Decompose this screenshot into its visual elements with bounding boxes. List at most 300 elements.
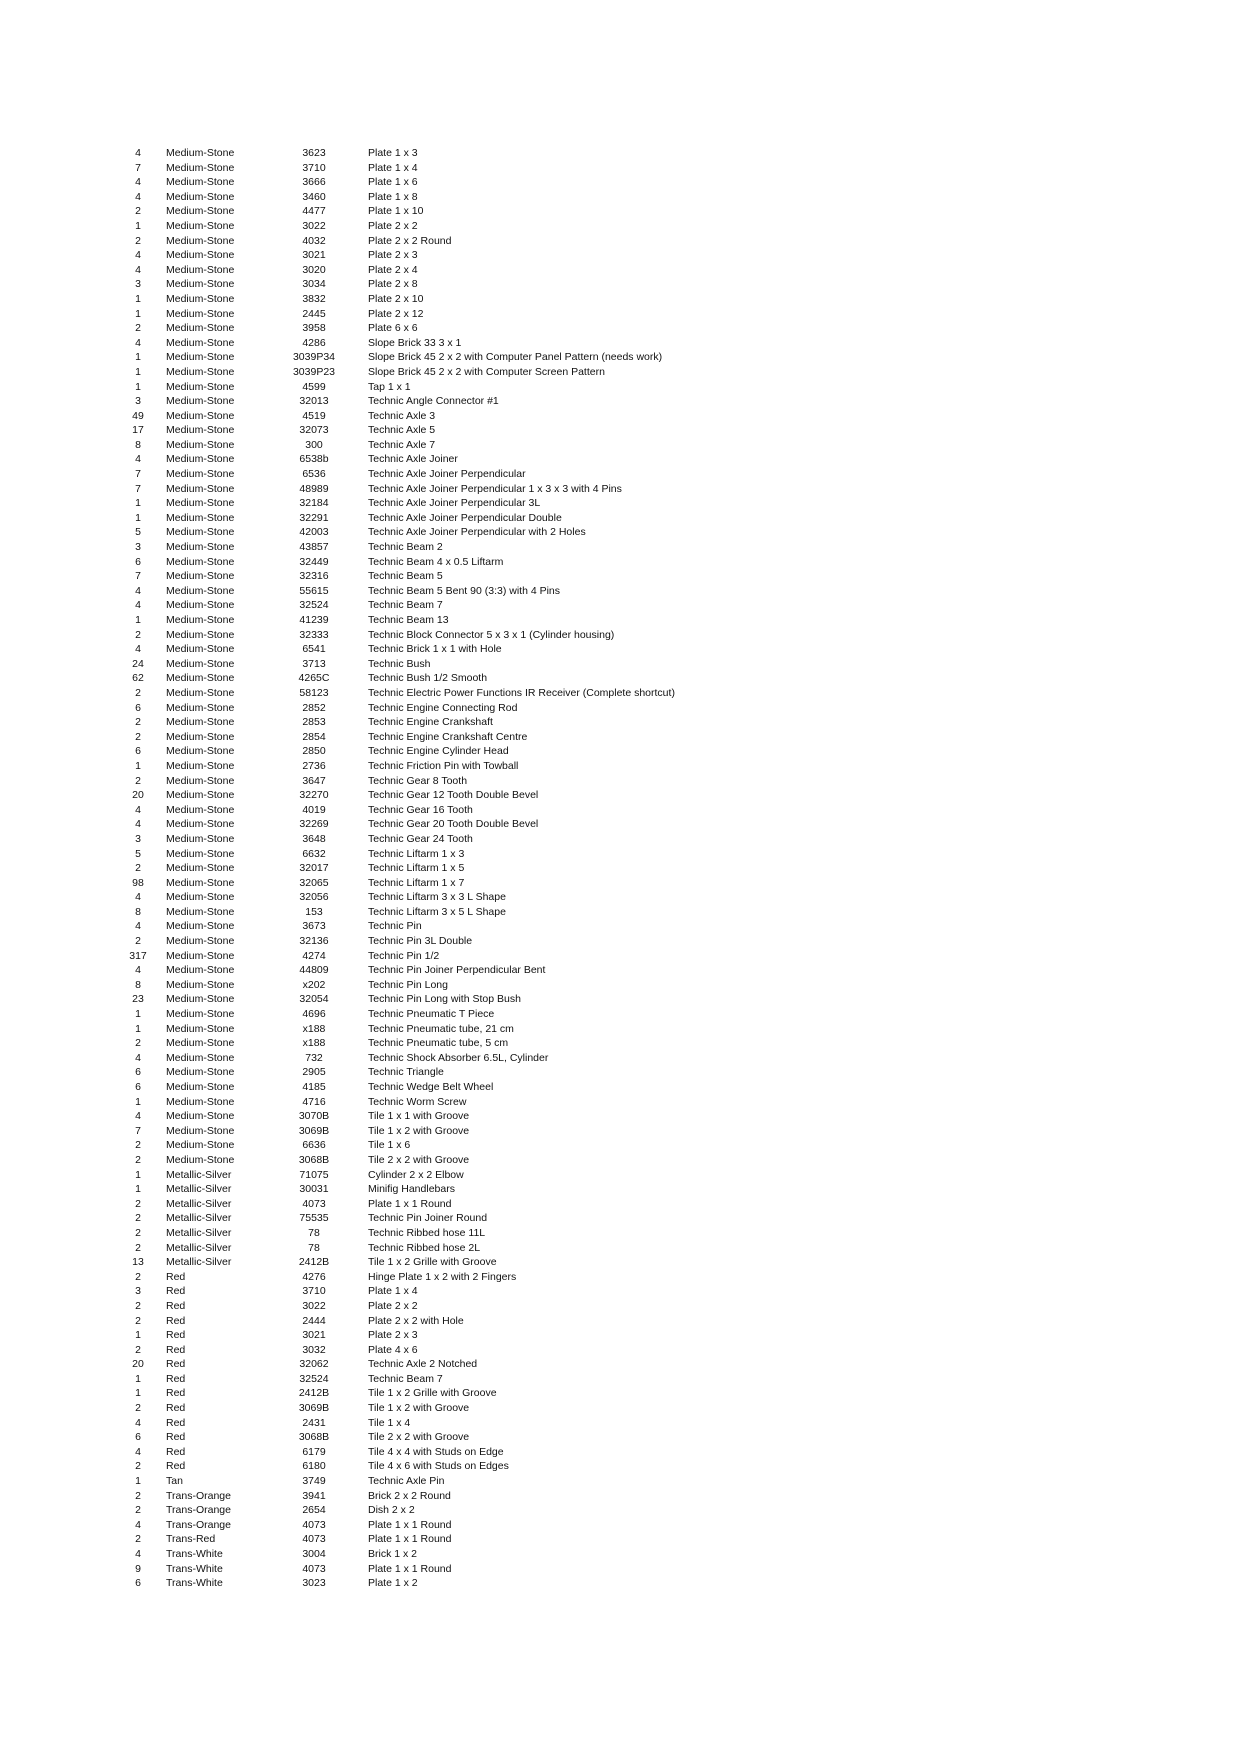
quantity-cell: 2 <box>135 716 141 729</box>
table-row <box>120 642 720 657</box>
part-number-cell: 4073 <box>302 1518 326 1531</box>
quantity-cell: 1 <box>135 351 141 364</box>
color-cell: Medium-Stone <box>166 993 235 1006</box>
table-row <box>120 1284 720 1299</box>
quantity-cell: 1 <box>135 380 141 393</box>
description-cell: Technic Axle Joiner Perpendicular <box>368 468 526 481</box>
quantity-cell: 2 <box>135 1460 141 1473</box>
color-cell: Medium-Stone <box>166 1022 235 1035</box>
quantity-cell: 1 <box>135 1372 141 1385</box>
quantity-cell: 8 <box>135 438 141 451</box>
quantity-cell: 3 <box>135 278 141 291</box>
description-cell: Technic Shock Absorber 6.5L, Cylinder <box>368 1051 549 1064</box>
table-row <box>120 1518 720 1533</box>
part-number-cell: 55615 <box>299 584 329 597</box>
color-cell: Medium-Stone <box>166 832 235 845</box>
quantity-cell: 8 <box>135 978 141 991</box>
color-cell: Medium-Stone <box>166 847 235 860</box>
table-row <box>120 175 720 190</box>
table-row <box>120 1095 720 1110</box>
quantity-cell: 4 <box>135 453 141 466</box>
part-number-cell: 3039P34 <box>292 351 336 364</box>
color-cell: Red <box>166 1431 186 1444</box>
part-number-cell: 3713 <box>302 657 326 670</box>
table-row <box>120 1357 720 1372</box>
color-cell: Medium-Stone <box>166 351 235 364</box>
quantity-cell: 1 <box>135 365 141 378</box>
part-number-cell: 48989 <box>299 482 329 495</box>
table-row <box>120 380 720 395</box>
part-number-cell: 3069B <box>298 1402 330 1415</box>
color-cell: Red <box>166 1270 186 1283</box>
quantity-cell: 2 <box>135 1226 141 1239</box>
table-row <box>120 832 720 847</box>
description-cell: Technic Beam 5 <box>368 570 443 583</box>
color-cell: Medium-Stone <box>166 424 235 437</box>
color-cell: Trans-Red <box>166 1533 216 1546</box>
table-row <box>120 1153 720 1168</box>
description-cell: Technic Engine Crankshaft Centre <box>368 730 528 743</box>
description-cell: Technic Axle 5 <box>368 424 436 437</box>
quantity-cell: 1 <box>135 1008 141 1021</box>
quantity-cell: 1 <box>135 1095 141 1108</box>
table-row <box>120 1255 720 1270</box>
description-cell: Tile 1 x 1 with Groove <box>368 1110 470 1123</box>
table-row <box>120 1547 720 1562</box>
table-row <box>120 1445 720 1460</box>
quantity-cell: 6 <box>135 745 141 758</box>
description-cell: Technic Gear 20 Tooth Double Bevel <box>368 818 539 831</box>
part-number-cell: 32449 <box>299 555 329 568</box>
description-cell: Plate 1 x 1 Round <box>368 1533 452 1546</box>
description-cell: Technic Beam 4 x 0.5 Liftarm <box>368 555 504 568</box>
description-cell: Technic Brick 1 x 1 with Hole <box>368 643 502 656</box>
color-cell: Medium-Stone <box>166 789 235 802</box>
table-row <box>120 598 720 613</box>
part-number-cell: 32316 <box>299 570 329 583</box>
quantity-cell: 4 <box>135 1110 141 1123</box>
color-cell: Medium-Stone <box>166 774 235 787</box>
description-cell: Tile 2 x 2 with Groove <box>368 1431 470 1444</box>
color-cell: Red <box>166 1416 186 1429</box>
table-row <box>120 803 720 818</box>
part-number-cell: 3068B <box>298 1153 330 1166</box>
part-number-cell: 3710 <box>302 1285 326 1298</box>
quantity-cell: 24 <box>132 657 144 670</box>
color-cell: Red <box>166 1460 186 1473</box>
color-cell: Trans-Orange <box>166 1518 231 1531</box>
table-row <box>120 525 720 540</box>
part-number-cell: 4019 <box>302 803 326 816</box>
description-cell: Technic Pin <box>368 920 422 933</box>
quantity-cell: 1 <box>135 511 141 524</box>
description-cell: Technic Liftarm 1 x 5 <box>368 862 465 875</box>
color-cell: Medium-Stone <box>166 365 235 378</box>
description-cell: Minifig Handlebars <box>368 1183 455 1196</box>
table-row <box>120 1007 720 1022</box>
color-cell: Medium-Stone <box>166 453 235 466</box>
table-row <box>120 1343 720 1358</box>
table-row <box>120 1022 720 1037</box>
quantity-cell: 7 <box>135 161 141 174</box>
quantity-cell: 2 <box>135 1489 141 1502</box>
quantity-cell: 6 <box>135 1066 141 1079</box>
table-row <box>120 1503 720 1518</box>
quantity-cell: 2 <box>135 1299 141 1312</box>
description-cell: Plate 1 x 4 <box>368 1285 418 1298</box>
table-row <box>120 1241 720 1256</box>
part-number-cell: 3666 <box>302 176 326 189</box>
quantity-cell: 17 <box>132 424 144 437</box>
table-row <box>120 161 720 176</box>
quantity-cell: 4 <box>135 1416 141 1429</box>
description-cell: Tile 1 x 2 Grille with Groove <box>368 1387 497 1400</box>
table-row <box>120 861 720 876</box>
description-cell: Technic Beam 7 <box>368 1372 443 1385</box>
quantity-cell: 3 <box>135 832 141 845</box>
part-number-cell: 6179 <box>302 1445 326 1458</box>
part-number-cell: 32054 <box>299 993 329 1006</box>
description-cell: Technic Liftarm 3 x 3 L Shape <box>368 891 506 904</box>
color-cell: Medium-Stone <box>166 263 235 276</box>
part-number-cell: 3022 <box>302 1299 326 1312</box>
part-number-cell: 4519 <box>302 409 326 422</box>
quantity-cell: 2 <box>135 234 141 247</box>
table-row <box>120 759 720 774</box>
table-row <box>120 248 720 263</box>
table-row <box>120 992 720 1007</box>
description-cell: Technic Axle Joiner Perpendicular 1 x 3 x 3 with 4 Pins <box>368 482 622 495</box>
quantity-cell: 1 <box>135 1329 141 1342</box>
part-number-cell: 3039P23 <box>292 365 336 378</box>
table-row <box>120 277 720 292</box>
table-row <box>120 540 720 555</box>
table-row <box>120 1226 720 1241</box>
quantity-cell: 2 <box>135 1037 141 1050</box>
description-cell: Tile 2 x 2 with Groove <box>368 1153 470 1166</box>
part-number-cell: 32291 <box>299 511 329 524</box>
part-number-cell: 4276 <box>302 1270 326 1283</box>
part-number-cell: 32056 <box>299 891 329 904</box>
quantity-cell: 2 <box>135 628 141 641</box>
description-cell: Plate 2 x 2 <box>368 1299 418 1312</box>
color-cell: Red <box>166 1387 186 1400</box>
table-row <box>120 919 720 934</box>
description-cell: Technic Engine Connecting Rod <box>368 701 518 714</box>
part-number-cell: 32184 <box>299 497 329 510</box>
color-cell: Medium-Stone <box>166 1008 235 1021</box>
part-number-cell: 2445 <box>302 307 326 320</box>
description-cell: Technic Friction Pin with Towball <box>368 759 519 772</box>
color-cell: Medium-Stone <box>166 686 235 699</box>
quantity-cell: 1 <box>135 292 141 305</box>
quantity-cell: 7 <box>135 570 141 583</box>
quantity-cell: 6 <box>135 701 141 714</box>
quantity-cell: 2 <box>135 686 141 699</box>
description-cell: Technic Axle 7 <box>368 438 436 451</box>
description-cell: Technic Beam 13 <box>368 614 449 626</box>
part-number-cell: 3068B <box>298 1431 330 1444</box>
color-cell: Trans-White <box>166 1548 223 1560</box>
color-cell: Medium-Stone <box>166 745 235 758</box>
quantity-cell: 4 <box>135 336 141 349</box>
quantity-cell: 2 <box>135 1343 141 1356</box>
part-number-cell: 4477 <box>302 205 326 218</box>
quantity-cell: 4 <box>135 891 141 904</box>
description-cell: Plate 2 x 4 <box>368 263 418 276</box>
part-number-cell: 2905 <box>302 1066 326 1079</box>
color-cell: Medium-Stone <box>166 1051 235 1064</box>
description-cell: Tile 1 x 2 Grille with Groove <box>368 1256 497 1269</box>
description-cell: Technic Block Connector 5 x 3 x 1 (Cylinder housing) <box>368 628 615 641</box>
color-cell: Medium-Stone <box>166 716 235 729</box>
description-cell: Technic Engine Crankshaft <box>368 716 493 729</box>
color-cell: Medium-Stone <box>166 1081 235 1093</box>
table-row <box>120 1168 720 1183</box>
part-number-cell: 3749 <box>302 1475 326 1488</box>
color-cell: Medium-Stone <box>166 1095 235 1108</box>
part-number-cell: 6536 <box>302 468 326 481</box>
description-cell: Technic Axle 2 Notched <box>368 1358 478 1371</box>
quantity-cell: 2 <box>135 205 141 218</box>
color-cell: Medium-Stone <box>166 322 235 335</box>
color-cell: Medium-Stone <box>166 701 235 714</box>
quantity-cell: 1 <box>135 1168 141 1181</box>
description-cell: Technic Axle Joiner Perpendicular with 2 Holes <box>368 526 586 539</box>
parts-list-body <box>120 146 720 1591</box>
part-number-cell: 43857 <box>299 541 329 554</box>
quantity-cell: 20 <box>132 1358 144 1371</box>
color-cell: Medium-Stone <box>166 336 235 349</box>
color-cell: Red <box>166 1299 186 1312</box>
description-cell: Plate 1 x 1 Round <box>368 1562 452 1575</box>
table-row <box>120 1197 720 1212</box>
table-row <box>120 204 720 219</box>
part-number-cell: 6538b <box>299 453 329 466</box>
description-cell: Plate 4 x 6 <box>368 1343 418 1356</box>
part-number-cell: 2852 <box>302 701 326 714</box>
quantity-cell: 4 <box>135 190 141 203</box>
color-cell: Medium-Stone <box>166 1139 235 1152</box>
description-cell: Technic Liftarm 1 x 3 <box>368 847 465 860</box>
color-cell: Medium-Stone <box>166 672 235 685</box>
description-cell: Technic Pneumatic tube, 21 cm <box>368 1022 514 1035</box>
part-number-cell: x202 <box>302 978 326 991</box>
quantity-cell: 2 <box>135 1504 141 1517</box>
table-row <box>120 788 720 803</box>
table-row <box>120 234 720 249</box>
table-row <box>120 1051 720 1066</box>
color-cell: Medium-Stone <box>166 205 235 218</box>
part-number-cell: 3460 <box>302 190 326 203</box>
table-row <box>120 292 720 307</box>
table-row <box>120 657 720 672</box>
part-number-cell: 3004 <box>302 1548 326 1560</box>
description-cell: Technic Gear 24 Tooth <box>368 832 473 845</box>
part-number-cell: 3647 <box>302 774 326 787</box>
color-cell: Medium-Stone <box>166 657 235 670</box>
part-number-cell: 2412B <box>298 1256 330 1269</box>
description-cell: Technic Axle Pin <box>368 1475 445 1488</box>
color-cell: Medium-Stone <box>166 176 235 189</box>
table-row <box>120 1474 720 1489</box>
table-row <box>120 146 720 161</box>
quantity-cell: 4 <box>135 1518 141 1531</box>
description-cell: Technic Beam 2 <box>368 541 443 554</box>
table-row <box>120 890 720 905</box>
part-number-cell: 3032 <box>302 1343 326 1356</box>
table-row <box>120 263 720 278</box>
description-cell: Tile 4 x 4 with Studs on Edge <box>368 1445 504 1458</box>
table-row <box>120 409 720 424</box>
part-number-cell: 4274 <box>302 949 326 962</box>
color-cell: Medium-Stone <box>166 307 235 320</box>
color-cell: Medium-Stone <box>166 526 235 539</box>
color-cell: Metallic-Silver <box>166 1183 232 1196</box>
part-number-cell: 4286 <box>302 336 326 349</box>
part-number-cell: 32136 <box>299 935 329 948</box>
quantity-cell: 7 <box>135 1124 141 1137</box>
color-cell: Medium-Stone <box>166 468 235 481</box>
part-number-cell: 6632 <box>302 847 326 860</box>
quantity-cell: 4 <box>135 1548 141 1560</box>
part-number-cell: 2850 <box>302 745 326 758</box>
quantity-cell: 4 <box>135 643 141 656</box>
color-cell: Medium-Stone <box>166 949 235 962</box>
table-row <box>120 307 720 322</box>
description-cell: Technic Pneumatic tube, 5 cm <box>368 1037 509 1050</box>
color-cell: Tan <box>166 1475 183 1488</box>
quantity-cell: 6 <box>135 1577 141 1590</box>
part-number-cell: 4265C <box>298 672 330 685</box>
table-row <box>120 1576 720 1591</box>
part-number-cell: 3941 <box>302 1489 326 1502</box>
description-cell: Technic Liftarm 3 x 5 L Shape <box>368 905 506 918</box>
table-row <box>120 1562 720 1577</box>
quantity-cell: 1 <box>135 307 141 320</box>
table-row <box>120 1416 720 1431</box>
quantity-cell: 4 <box>135 818 141 831</box>
table-row <box>120 1182 720 1197</box>
table-row <box>120 730 720 745</box>
description-cell: Technic Pin Long <box>368 978 448 991</box>
description-cell: Plate 1 x 1 Round <box>368 1518 452 1531</box>
color-cell: Metallic-Silver <box>166 1241 232 1254</box>
color-cell: Medium-Stone <box>166 380 235 393</box>
part-number-cell: 32333 <box>299 628 329 641</box>
quantity-cell: 4 <box>135 176 141 189</box>
table-row <box>120 584 720 599</box>
color-cell: Medium-Stone <box>166 1110 235 1123</box>
color-cell: Medium-Stone <box>166 584 235 597</box>
part-number-cell: x188 <box>302 1022 326 1035</box>
quantity-cell: 3 <box>135 541 141 554</box>
quantity-cell: 2 <box>135 322 141 335</box>
table-row <box>120 1386 720 1401</box>
table-row <box>120 1459 720 1474</box>
part-number-cell: 300 <box>305 438 323 451</box>
quantity-cell: 2 <box>135 862 141 875</box>
color-cell: Red <box>166 1329 186 1342</box>
part-number-cell: 32270 <box>299 789 329 802</box>
part-number-cell: 32524 <box>299 1372 329 1385</box>
description-cell: Hinge Plate 1 x 2 with 2 Fingers <box>368 1270 517 1283</box>
quantity-cell: 7 <box>135 468 141 481</box>
quantity-cell: 5 <box>135 526 141 539</box>
quantity-cell: 6 <box>135 555 141 568</box>
description-cell: Technic Bush 1/2 Smooth <box>368 672 488 685</box>
quantity-cell: 1 <box>135 614 141 626</box>
part-number-cell: 78 <box>308 1241 320 1254</box>
table-row <box>120 628 720 643</box>
quantity-cell: 98 <box>132 876 144 889</box>
description-cell: Technic Ribbed hose 2L <box>368 1241 481 1254</box>
quantity-cell: 7 <box>135 482 141 495</box>
color-cell: Medium-Stone <box>166 935 235 948</box>
quantity-cell: 2 <box>135 935 141 948</box>
description-cell: Plate 2 x 3 <box>368 1329 418 1342</box>
color-cell: Metallic-Silver <box>166 1212 232 1225</box>
quantity-cell: 4 <box>135 1445 141 1458</box>
part-number-cell: 6636 <box>302 1139 326 1152</box>
table-row <box>120 190 720 205</box>
color-cell: Medium-Stone <box>166 978 235 991</box>
part-number-cell: 153 <box>305 905 323 918</box>
description-cell: Plate 1 x 3 <box>368 147 418 159</box>
table-row <box>120 1065 720 1080</box>
quantity-cell: 317 <box>129 949 147 962</box>
quantity-cell: 6 <box>135 1431 141 1444</box>
description-cell: Technic Bush <box>368 657 431 670</box>
table-row <box>120 1299 720 1314</box>
table-row <box>120 1270 720 1285</box>
description-cell: Technic Pin Joiner Round <box>368 1212 488 1225</box>
quantity-cell: 23 <box>132 993 144 1006</box>
table-row <box>120 569 720 584</box>
part-number-cell: 4073 <box>302 1533 326 1546</box>
part-number-cell: 2854 <box>302 730 326 743</box>
table-row <box>120 452 720 467</box>
part-number-cell: 42003 <box>299 526 329 539</box>
quantity-cell: 2 <box>135 1153 141 1166</box>
part-number-cell: 3069B <box>298 1124 330 1137</box>
quantity-cell: 1 <box>135 1022 141 1035</box>
quantity-cell: 5 <box>135 847 141 860</box>
part-number-cell: 44809 <box>299 964 329 977</box>
color-cell: Red <box>166 1285 186 1298</box>
color-cell: Metallic-Silver <box>166 1256 232 1269</box>
color-cell: Medium-Stone <box>166 599 235 612</box>
color-cell: Red <box>166 1343 186 1356</box>
description-cell: Technic Gear 8 Tooth <box>368 774 468 787</box>
color-cell: Medium-Stone <box>166 234 235 247</box>
color-cell: Medium-Stone <box>166 292 235 305</box>
quantity-cell: 2 <box>135 1197 141 1210</box>
color-cell: Medium-Stone <box>166 730 235 743</box>
table-row <box>120 394 720 409</box>
quantity-cell: 13 <box>132 1256 144 1269</box>
quantity-cell: 1 <box>135 759 141 772</box>
description-cell: Technic Ribbed hose 11L <box>368 1226 486 1239</box>
quantity-cell: 1 <box>135 1183 141 1196</box>
part-number-cell: 3673 <box>302 920 326 933</box>
color-cell: Trans-White <box>166 1562 223 1575</box>
color-cell: Red <box>166 1372 186 1385</box>
table-row <box>120 774 720 789</box>
description-cell: Technic Pneumatic T Piece <box>368 1008 495 1021</box>
part-number-cell: 32524 <box>299 599 329 612</box>
part-number-cell: 3832 <box>302 292 326 305</box>
